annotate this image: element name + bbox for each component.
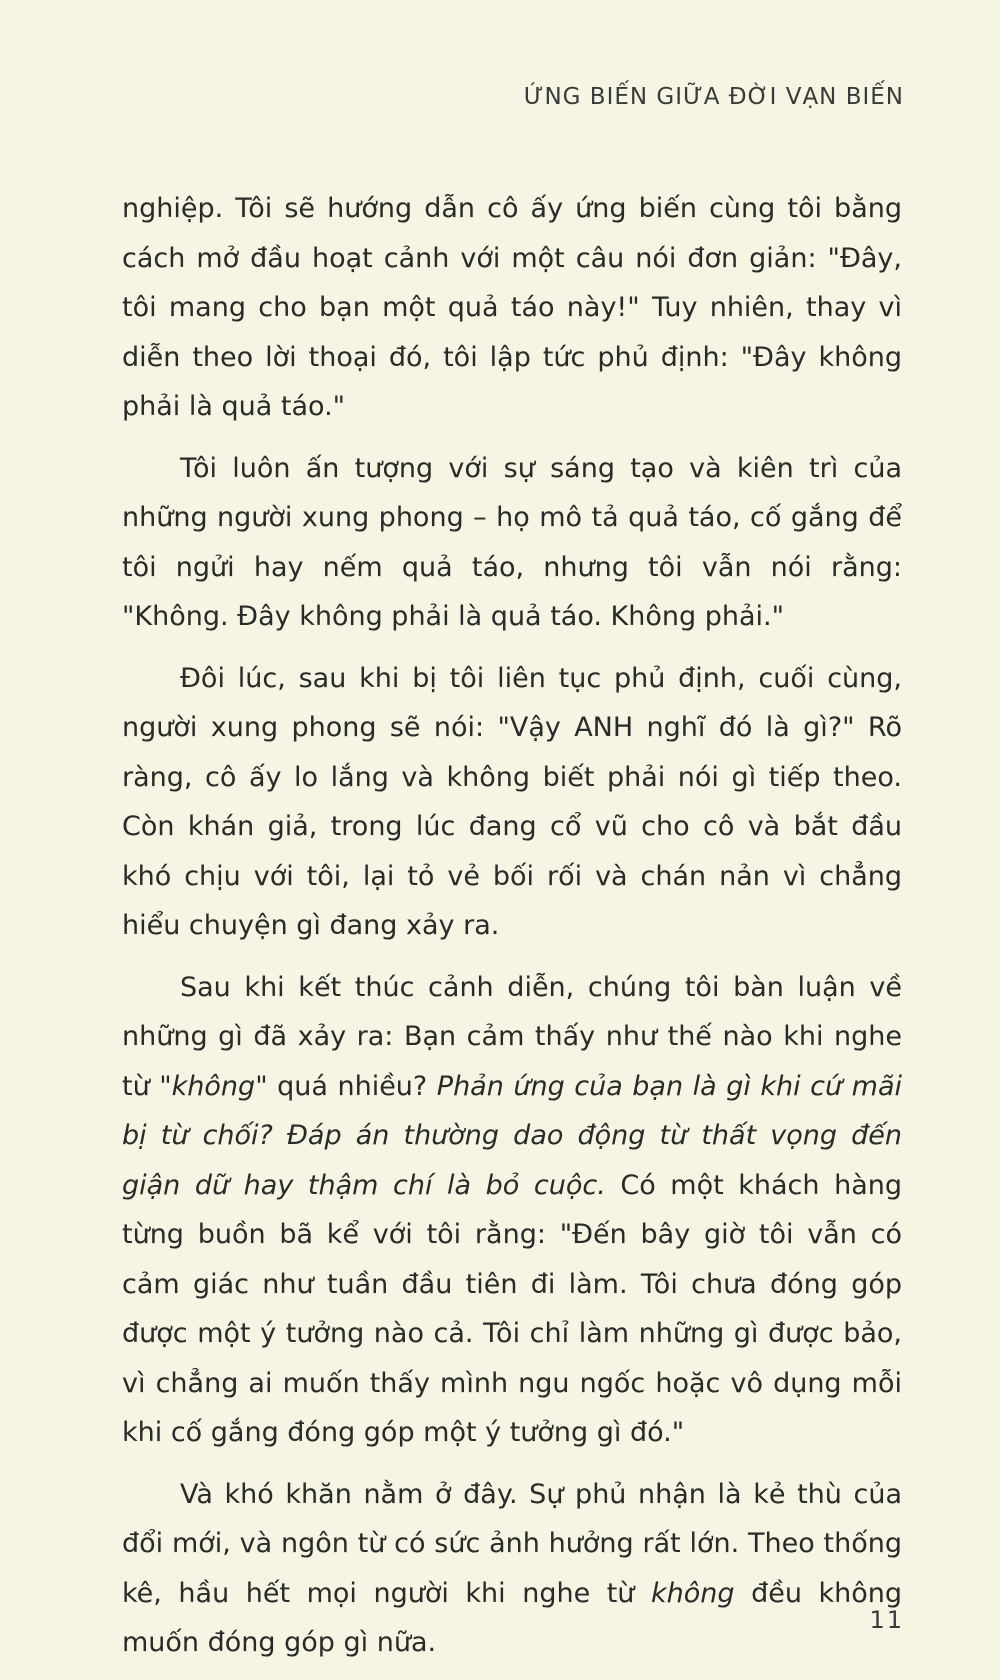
paragraph-5-text-c: đều không muốn đóng góp gì nữa. bbox=[122, 1577, 902, 1658]
running-header: ỨNG BIẾN GIỮA ĐỜI VẠN BIẾN bbox=[523, 84, 904, 110]
paragraph-4-italic-word: không bbox=[171, 1070, 256, 1102]
paragraph-4-text-e: Có một khách hàng từng buồn bã kể với tôi rằng: "Đến bây giờ tôi vẫn có cảm giác như tuần đầu tiên đi làm. Tôi chưa đóng góp được một ý tưởng nào cả. Tôi chỉ làm những gì được bảo, vì chẳng ai muốn thấy mình ngu ngốc hoặc vô dụng mỗi khi cố gắng đóng góp một ý tưởng gì đó." bbox=[122, 1169, 902, 1448]
paragraph-4 bbox=[122, 963, 902, 1458]
body-text bbox=[122, 184, 902, 1680]
paragraph-5-text-a: Và khó khăn nằm ở đây. Sự phủ nhận là kẻ thù của đổi mới, và ngôn từ có sức ảnh hưởng rất lớn. Theo thống kê, hầu hết mọi người khi nghe từ bbox=[122, 1478, 902, 1609]
paragraph-3: Đôi lúc, sau khi bị tôi liên tục phủ định, cuối cùng, người xung phong sẽ nói: "Vậy ANH nghĩ đó là gì?" Rõ ràng, cô ấy lo lắng và không biết phải nói gì tiếp theo. Còn khán giả, trong lúc đang cổ vũ cho cô và bắt đầu khó chịu với tôi, lại tỏ vẻ bối rối và chán nản vì chẳng hiểu chuyện gì đang xảy ra. bbox=[122, 662, 902, 941]
paragraph-4-text-c: " quá nhiều? bbox=[255, 1070, 437, 1102]
page-number: 11 bbox=[869, 1606, 904, 1634]
paragraph-5-italic-word: không bbox=[650, 1577, 735, 1609]
paragraph-5 bbox=[122, 1470, 902, 1668]
paragraph-2: Tôi luôn ấn tượng với sự sáng tạo và kiên trì của những người xung phong – họ mô tả quả táo, cố gắng để tôi ngửi hay nếm quả táo, nhưng tôi vẫn nói rằng: "Không. Đây không phải là quả táo. Không phải." bbox=[122, 452, 902, 632]
paragraph-1: nghiệp. Tôi sẽ hướng dẫn cô ấy ứng biến cùng tôi bằng cách mở đầu hoạt cảnh với một câu nói đơn giản: "Đây, tôi mang cho bạn một quả táo này!" Tuy nhiên, thay vì diễn theo lời thoại đó, tôi lập tức phủ định: "Đây không phải là quả táo." bbox=[122, 193, 902, 422]
paragraph-4-text-a: Sau khi kết thúc cảnh diễn, chúng tôi bàn luận về những gì đã xảy ra: Bạn cảm thấy như thế nào khi nghe từ " bbox=[122, 971, 902, 1102]
paragraph-4-italic-passage: Phản ứng của bạn là gì khi cứ mãi bị từ chối? Đáp án thường dao động từ thất vọng đến giận dữ hay thậm chí là bỏ cuộc. bbox=[122, 1070, 902, 1201]
